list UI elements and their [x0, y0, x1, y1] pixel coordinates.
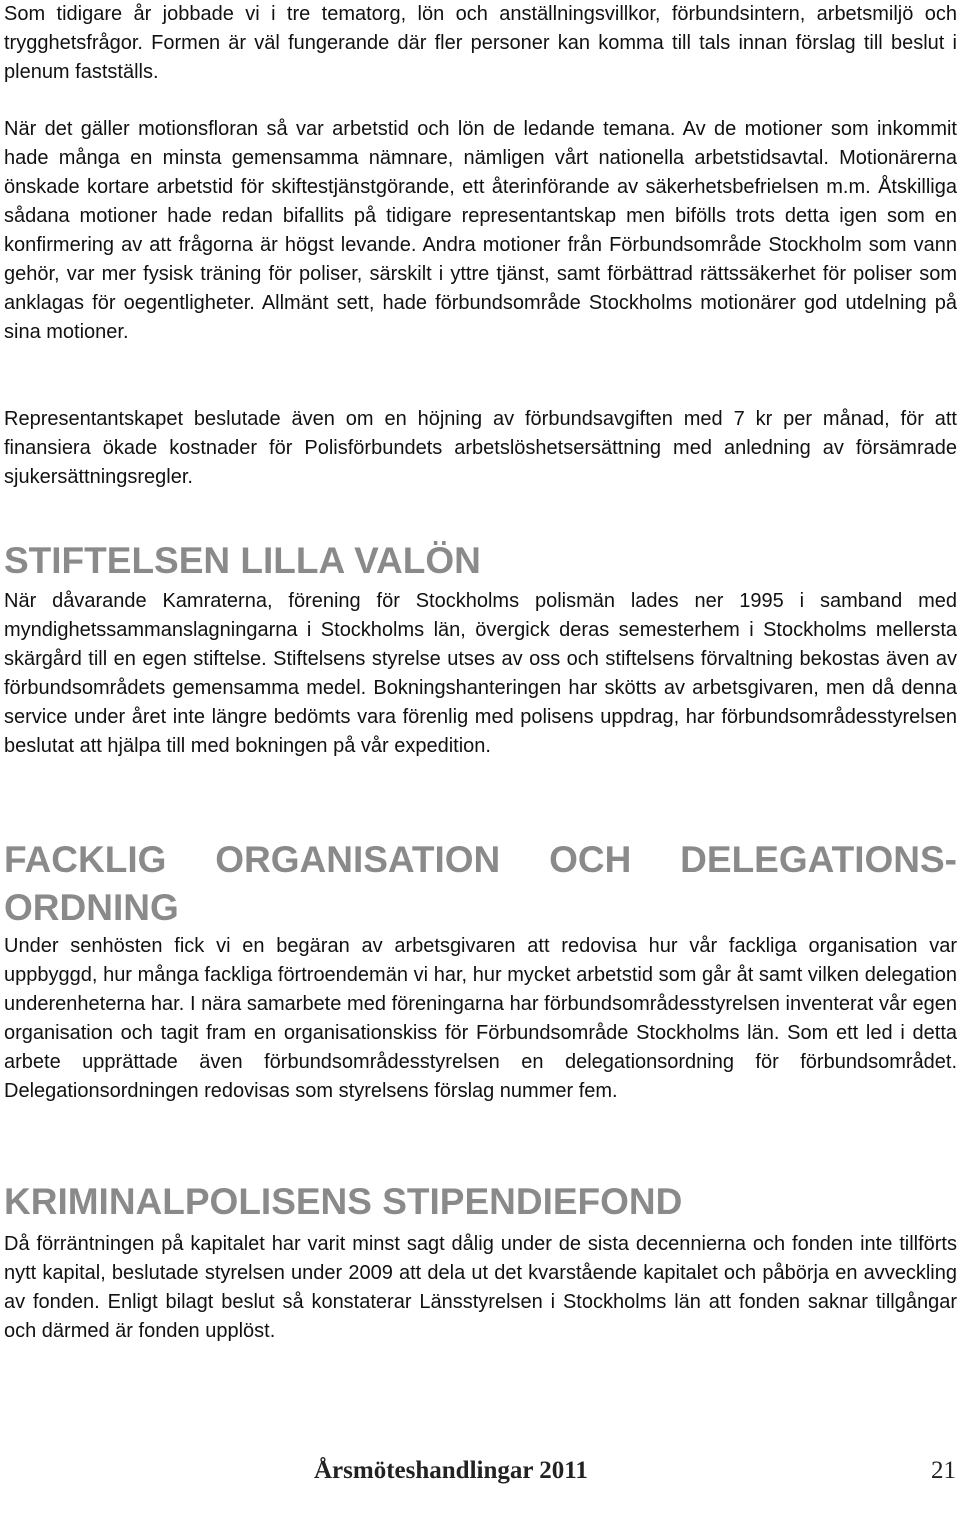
intro-paragraph-forbundsavgift: Representantskapet beslutade även om en höjning av förbundsavgiften med 7 kr per månad, för att finansiera ökade kostnader för Polisförbundets arbetslöshetsersättning med anledning av försämrade sjukersättningsregler.: [4, 408, 957, 488]
intro-paragraph-tematorg: Som tidigare år jobbade vi i tre tematorg, lön och anställningsvillkor, förbundsintern, arbetsmiljö och trygghetsfrågor. Formen är väl fungerande där fler personer kan komma till tals innan förslag till beslut i plenum fastställs.: [4, 3, 957, 83]
section-body-kriminal: Då förräntningen på kapitalet har varit minst sagt dålig under de sista decennierna och fonden inte tillförts nytt kapital, beslutade styrelsen under 2009 att dela ut det kvarstående kapitalet och påbörja en avveckling av fonden. Enligt bilagt beslut så konstaterar Länsstyrelsen i Stockholms län att fonden saknar tillgångar och därmed är fonden upplöst.: [4, 1233, 957, 1342]
section-heading-stiftelsen: STIFTELSEN LILLA VALÖN: [4, 540, 481, 581]
section-body-facklig: Under senhösten fick vi en begäran av arbetsgivaren att redovisa hur vår fackliga organisation var uppbyggd, hur många fackliga förtroendemän vi har, hur mycket arbetstid som går åt samt vilken delegation underenheterna har. I nära samarbete med föreningarna har förbundsområdesstyrelsen inventerat vår egen organisation och tagit fram en organisationskiss för Förbundsområde Stockholms län. Som ett led i detta arbete upprättade även förbundsområdesstyrelsen en delegationsordning för förbundsområdet. Delegationsordningen redovisas som styrelsens förslag nummer fem.: [4, 935, 957, 1102]
intro-paragraph-motioner: När det gäller motionsfloran så var arbetstid och lön de ledande temana. Av de motioner som inkommit hade många en minsta gemensamma nämnare, nämligen vårt nationella arbetstidsavtal. Motionärerna önskade kortare arbetstid för skiftestjänstgörande, ett återinförande av säkerhetsbefrielsen m.m. Åtskilliga sådana motioner hade redan bifallits på tidigare representantskap men bifölls trots detta igen som en konfirmering av att frågorna är högst levande. Andra motioner från Förbundsområde Stockholm som vann gehör, var mer fysisk träning för poliser, särskilt i yttre tjänst, samt förbättrad rättssäkerhet för poliser som anklagas för oegentligheter. Allmänt sett, hade förbundsområde Stockholms motionärer god utdelning på sina motioner.: [4, 118, 957, 343]
section-heading-kriminal: KRIMINALPOLISENS STIPENDIEFOND: [4, 1181, 683, 1222]
footer-document-title: Årsmöteshandlingar 2011: [314, 1457, 588, 1484]
footer-page-number: 21: [931, 1457, 956, 1484]
section-heading-facklig: FACKLIG ORGANISATION OCH DELEGATIONS-ORDNING: [4, 839, 957, 928]
page-footer: [0, 1457, 960, 1485]
section-body-stiftelsen: När dåvarande Kamraterna, förening för Stockholms polismän lades ner 1995 i samband med myndighetssammanslagningarna i Stockholms län, övergick deras semesterhem i Stockholms mellersta skärgård till en egen stiftelse. Stiftelsens styrelse utses av oss och stiftelsens förvaltning bekostas även av förbundsområdets gemensamma medel. Bokningshanteringen har skötts av arbetsgivaren, men då denna service under året inte längre bedömts vara förenlig med polisens uppdrag, har förbundsområdesstyrelsen beslutat att hjälpa till med bokningen på vår expedition.: [4, 590, 957, 757]
